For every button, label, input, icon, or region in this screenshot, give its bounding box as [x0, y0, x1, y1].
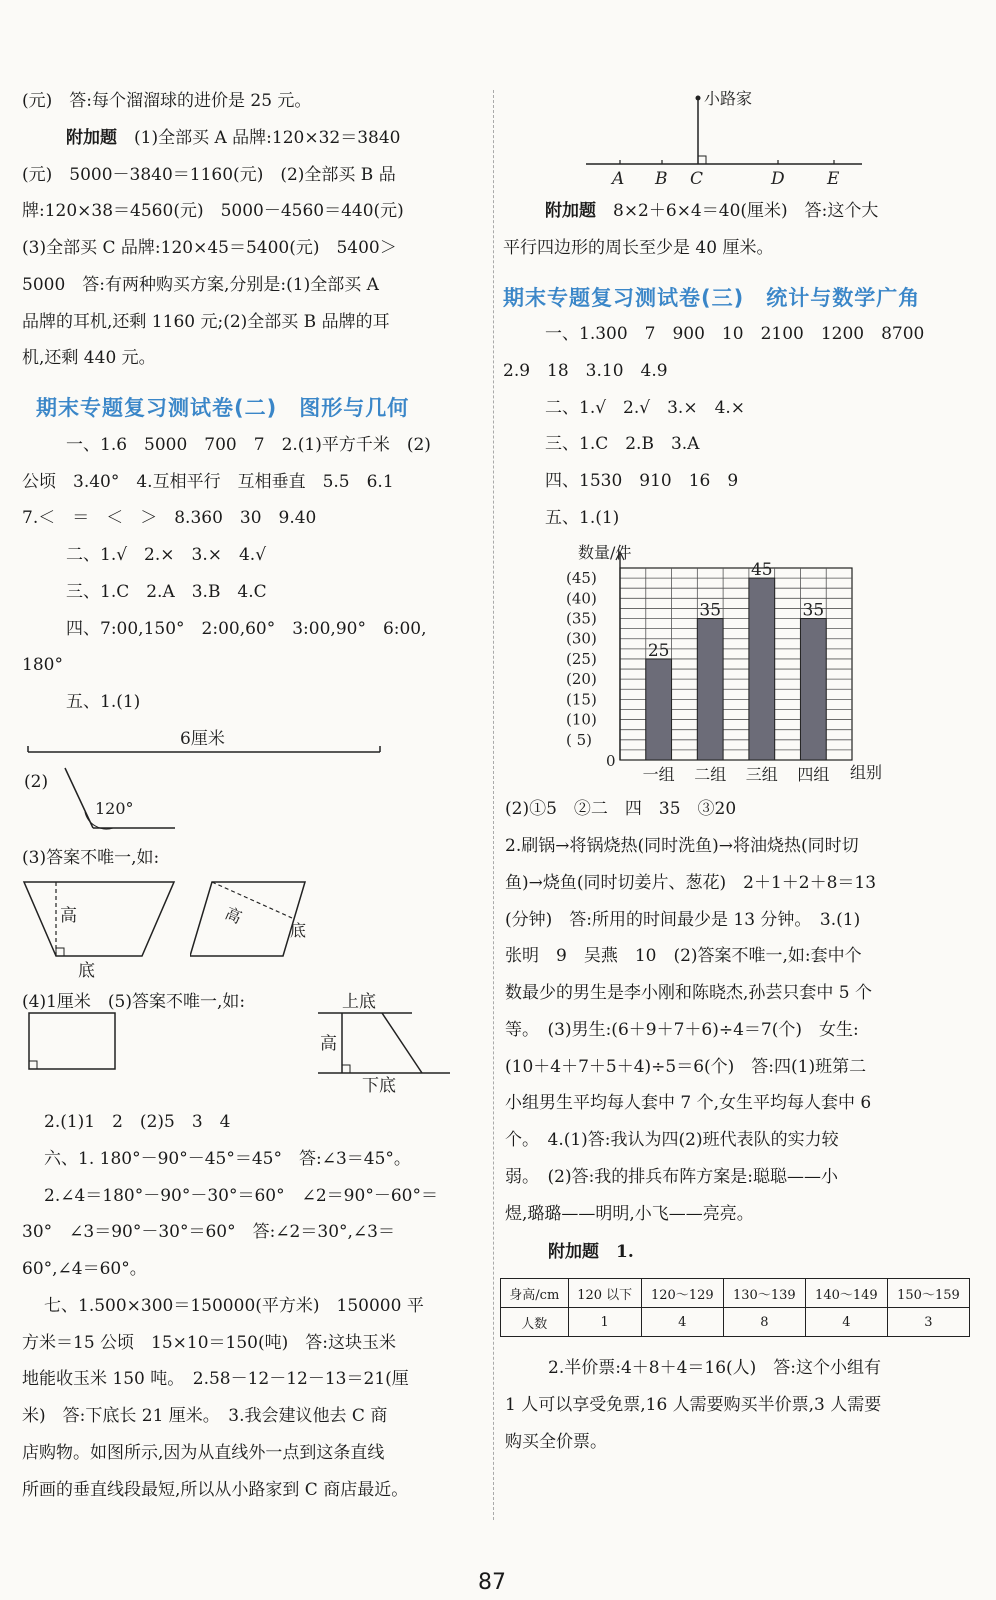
x-tick-label: 一组 — [642, 765, 675, 784]
base-label: 底 — [78, 961, 95, 981]
bottom-base-label: 下底 — [362, 1076, 396, 1093]
bar-value-label: 35 — [699, 600, 722, 621]
text-line: 米) 答:下底长 21 厘米。 3.我会建议他去 C 商 — [22, 1406, 388, 1426]
table-cell: 3 — [887, 1308, 969, 1337]
bar — [646, 659, 672, 760]
text-line: 四、1530 910 16 9 — [545, 471, 739, 491]
text-line: (2) — [24, 772, 49, 792]
text-line: (3)答案不唯一,如: — [22, 848, 160, 868]
y-tick-label: (10) — [566, 710, 597, 729]
text-line: (元) 5000－3840＝1160(元) (2)全部买 B 品 — [22, 165, 396, 185]
text-line: (2)①5 ②二 四 35 ③20 — [505, 799, 737, 819]
text-line: 2.∠4＝180°－90°－30°＝60° ∠2＝90°－60°＝ — [44, 1186, 438, 1206]
y-tick-label: (15) — [566, 690, 597, 709]
table-cell: 130～139 — [723, 1279, 805, 1308]
text-line: (4)1厘米 (5)答案不唯一,如: — [22, 992, 246, 1012]
text-line: 2.(1)1 2 (2)5 3 4 — [44, 1112, 231, 1132]
parallelogram-figure — [190, 876, 320, 966]
y-tick-label: (25) — [566, 649, 597, 668]
bar — [697, 619, 723, 760]
table-cell: 8 — [723, 1308, 805, 1337]
text-line: 所画的垂直线段最短,所以从小路家到 C 商店最近。 — [22, 1480, 409, 1500]
text-line: 地能收玉米 150 吨。 2.58－12－12－13＝21(厘 — [22, 1369, 409, 1389]
y-tick-label: ( 5) — [566, 730, 593, 749]
text-line: 小组男生平均每人套中 7 个,女生平均每人套中 6 — [505, 1093, 872, 1113]
top-base-label: 上底 — [342, 992, 376, 1012]
x-tick-label: 二组 — [694, 765, 727, 784]
point-label: B — [655, 169, 668, 189]
right-angle-mark — [342, 1065, 350, 1073]
text-line: 五、1.(1) — [66, 692, 141, 712]
text-line: 平行四边形的周长至少是 40 厘米。 — [503, 238, 774, 258]
text-line: 2.半价票:4＋8＋4＝16(人) 答:这个小组有 — [548, 1358, 882, 1378]
text-line: 一、1.6 5000 700 7 2.(1)平方千米 (2) — [66, 435, 431, 455]
text-line: 牌:120×38＝4560(元) 5000－4560＝440(元) — [22, 201, 404, 221]
height-label: 高 — [222, 903, 245, 928]
bar-value-label: 35 — [802, 600, 825, 621]
segment-figure — [20, 724, 390, 760]
text-span: (1)全部买 A 品牌:120×32＝3840 — [117, 128, 401, 148]
bonus-label: 附加题 — [66, 128, 117, 148]
height-line — [212, 882, 292, 918]
point-label: A — [612, 169, 625, 189]
text-line: 店购物。如图所示,因为从直线外一点到这条直线 — [22, 1443, 385, 1463]
text-line: 五、1.(1) — [545, 508, 620, 528]
y-tick-label: (30) — [566, 629, 597, 648]
right-angle-mark — [56, 948, 64, 956]
column-divider — [493, 90, 494, 1520]
bar-chart — [560, 538, 900, 790]
y-tick-label: (35) — [566, 609, 597, 628]
text-line: 二、1.√ 2.√ 3.× 4.× — [545, 398, 746, 418]
text-line: 三、1.C 2.B 3.A — [545, 434, 700, 454]
right-angle-mark — [698, 156, 706, 164]
text-span: 8×2＋6×4＝40(厘米) 答:这个大 — [596, 201, 879, 221]
text-line: 30° ∠3＝90°－30°＝60° 答:∠2＝30°,∠3＝ — [22, 1222, 395, 1242]
text-line: (元) 答:每个溜溜球的进价是 25 元。 — [22, 91, 312, 111]
text-line: (3)全部买 C 品牌:120×45＝5400(元) 5400＞ — [22, 238, 397, 258]
road-figure — [580, 84, 870, 194]
y-tick-label: (45) — [566, 569, 597, 588]
square-shape — [29, 1013, 115, 1069]
right-trapezoid-figure — [312, 985, 462, 1093]
height-label: 高 — [320, 1034, 337, 1054]
angle-label: 120° — [95, 799, 134, 818]
table-cell: 120～129 — [641, 1279, 723, 1308]
text-line: 60°,∠4＝60°。 — [22, 1259, 147, 1279]
bonus-label: 附加题 — [545, 201, 596, 221]
y-axis-title: 数量/件 — [578, 543, 632, 562]
x-axis-title: 组别 — [850, 763, 883, 782]
table-cell: 4 — [641, 1308, 723, 1337]
table-cell: 140～149 — [805, 1279, 887, 1308]
trapezoid-shape — [24, 882, 174, 956]
text-line: 三、1.C 2.A 3.B 4.C — [66, 582, 267, 602]
text-line: 1 人可以享受免票,16 人需要购买半价票,3 人需要 — [505, 1395, 882, 1415]
text-line: 数最少的男生是李小刚和陈晓杰,孙芸只套中 5 个 — [505, 983, 873, 1003]
text-line: 方米＝15 公顷 15×10＝150(吨) 答:这块玉米 — [22, 1333, 396, 1353]
table-row — [501, 1308, 970, 1337]
height-table — [500, 1278, 970, 1337]
point-label: E — [827, 169, 840, 189]
height-label: 高 — [60, 906, 77, 926]
angle-figure — [55, 762, 185, 834]
text-line: 购买全价票。 — [505, 1432, 607, 1452]
base-label: 底 — [290, 921, 307, 940]
text-line: (10＋4＋7＋5＋4)÷5＝6(个) 答:四(1)班第二 — [505, 1057, 867, 1077]
point-label: D — [771, 169, 785, 189]
home-label: 小路家 — [704, 89, 753, 108]
slant-line — [382, 1013, 422, 1073]
y-tick-label: (20) — [566, 670, 597, 689]
text-line: 鱼)→烧鱼(同时切姜片、葱花) 2＋1＋2＋8＝13 — [505, 873, 877, 893]
square-figure — [28, 1012, 120, 1072]
text-line: 个。 4.(1)答:我认为四(2)班代表队的实力较 — [505, 1130, 839, 1150]
text-line: 等。 (3)男生:(6＋9＋7＋6)÷4＝7(个) 女生: — [505, 1020, 859, 1040]
right-angle-mark — [29, 1061, 37, 1069]
table-cell: 1 — [568, 1308, 641, 1337]
bar-value-label: 25 — [647, 640, 670, 661]
angle-ray — [65, 768, 93, 828]
section-heading: 期末专题复习测试卷(三) 统计与数学广角 — [503, 286, 921, 310]
text-line: 附加题 1. — [548, 1242, 634, 1262]
x-tick-label: 四组 — [797, 765, 830, 784]
text-line: 张明 9 吴燕 10 (2)答案不唯一,如:套中个 — [505, 946, 862, 966]
bar — [800, 619, 826, 760]
bar-value-label: 45 — [750, 560, 773, 581]
point-label: C — [690, 169, 704, 189]
text-line: 品牌的耳机,还剩 1160 元;(2)全部买 B 品牌的耳 — [22, 312, 390, 332]
text-line: 六、1. 180°－90°－45°＝45° 答:∠3＝45°。 — [44, 1149, 411, 1169]
text-line: 弱。 (2)答:我的排兵布阵方案是:聪聪——小 — [505, 1167, 839, 1187]
text-line: 5000 答:有两种购买方案,分别是:(1)全部买 A — [22, 275, 379, 295]
section-heading: 期末专题复习测试卷(二) 图形与几何 — [36, 396, 410, 420]
page-number: 87 — [478, 1570, 506, 1595]
text-line: 机,还剩 440 元。 — [22, 348, 156, 368]
x-tick-label: 三组 — [745, 765, 778, 784]
text-line: 2.9 18 3.10 4.9 — [503, 361, 668, 381]
table-cell: 150～159 — [887, 1279, 969, 1308]
text-line: 180° — [22, 655, 63, 675]
table-cell: 4 — [805, 1308, 887, 1337]
bar — [749, 578, 775, 760]
text-line: (分钟) 答:所用的时间最少是 13 分钟。 3.(1) — [505, 910, 861, 930]
text-line: 煜,璐璐——明明,小飞——亮亮。 — [505, 1204, 754, 1224]
text-line: 四、7:00,150° 2:00,60° 3:00,90° 6:00, — [66, 619, 427, 639]
text-line — [66, 126, 400, 150]
trapezoid-figure — [22, 876, 182, 982]
text-line: 公顷 3.40° 4.互相平行 互相垂直 5.5 6.1 — [22, 472, 394, 492]
table-cell: 人数 — [501, 1308, 569, 1337]
text-line: 7.＜ ＝ ＜ ＞ 8.360 30 9.40 — [22, 508, 317, 528]
segment-label: 6厘米 — [180, 729, 225, 749]
text-line — [545, 199, 878, 223]
text-line: 2.刷锅→将锅烧热(同时洗鱼)→将油烧热(同时切 — [505, 836, 859, 856]
text-line: 二、1.√ 2.× 3.× 4.√ — [66, 545, 267, 565]
parallelogram-shape — [190, 882, 305, 956]
text-line: 一、1.300 7 900 10 2100 1200 8700 — [545, 324, 925, 344]
table-row — [501, 1279, 970, 1308]
table-cell: 120 以下 — [568, 1279, 641, 1308]
y-tick-label: (40) — [566, 589, 597, 608]
table-cell: 身高/cm — [501, 1279, 569, 1308]
y-tick-label: 0 — [606, 752, 616, 770]
text-line: 七、1.500×300＝150000(平方米) 150000 平 — [44, 1296, 424, 1316]
